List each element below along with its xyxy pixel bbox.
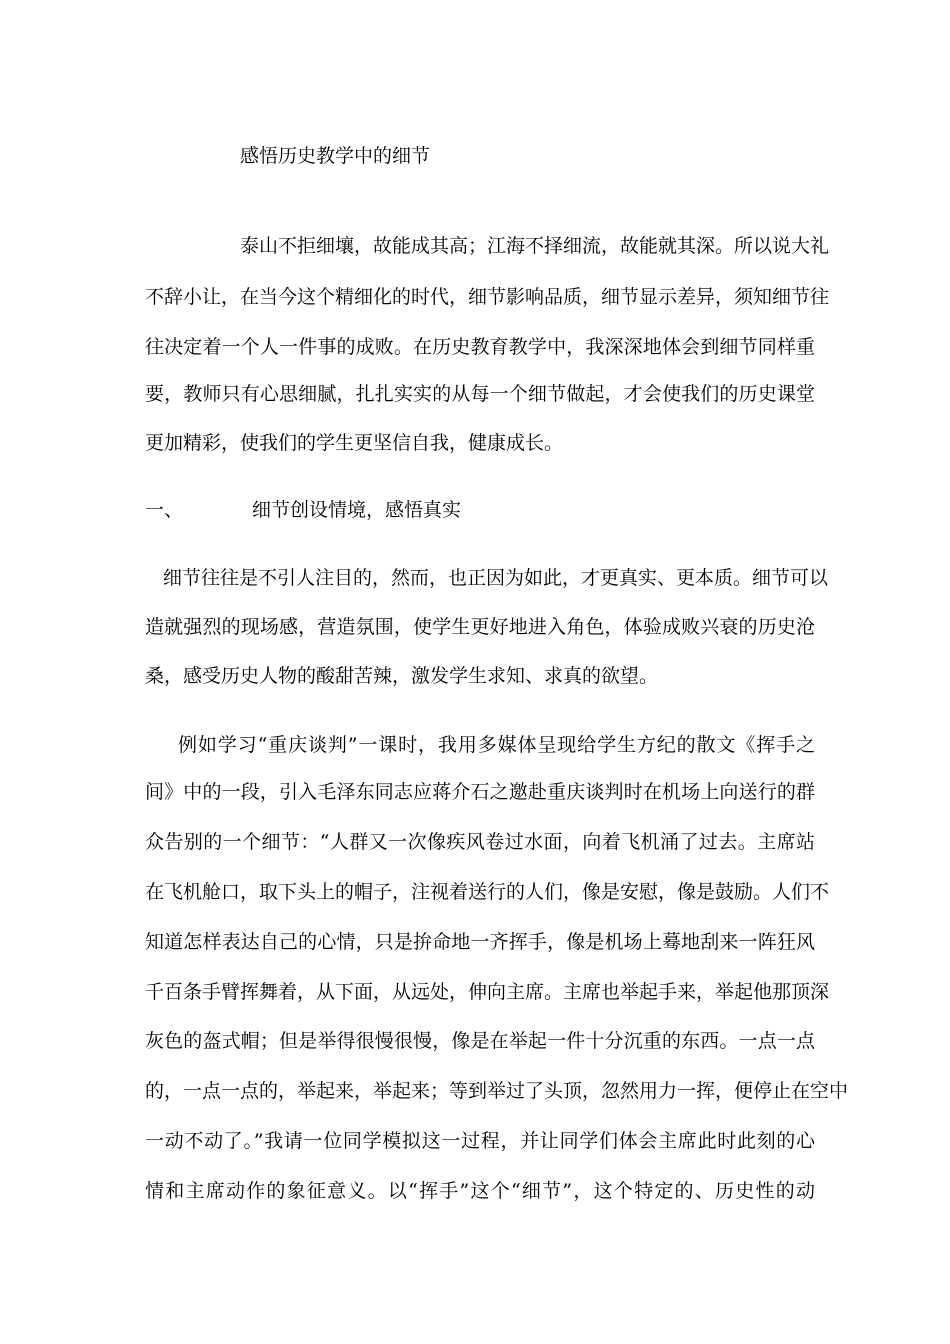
paragraph-3-line-6: 千百条手臂挥舞着，从下面，从远处，伸向主席。主席也举起手来，举起他那顶深 <box>145 981 830 1003</box>
section-1-title: 细节创设情境，感悟真实 <box>252 499 462 521</box>
paragraph-3-line-9: 一动不动了。”我请一位同学模拟这一过程，并让同学们体会主席此时此刻的心 <box>145 1130 815 1152</box>
paragraph-1-line-3: 往决定着一个人一件事的成败。在历史教育教学中，我深深地体会到细节同样重 <box>145 336 815 358</box>
paragraph-2-line-1: 细节往往是不引人注目的，然而，也正因为如此，才更真实、更本质。细节可以 <box>163 567 829 589</box>
paragraph-3-line-3: 众告别的一个细节：“人群又一次像疾风卷过水面，向着飞机涌了过去。主席站 <box>145 831 815 853</box>
paragraph-2-line-3: 桑，感受历史人物的酸甜苦辣，激发学生求知、求真的欲望。 <box>145 665 659 687</box>
document-title: 感悟历史教学中的细节 <box>240 145 431 167</box>
paragraph-3-line-8: 的，一点一点的，举起来，举起来；等到举过了头顶，忽然用力一挥，便停止在空中 <box>145 1080 849 1102</box>
paragraph-3-line-7: 灰色的盔式帽；但是举得很慢很慢，像是在举起一件十分沉重的东西。一点一点 <box>145 1030 815 1052</box>
paragraph-3-line-5: 知道怎样表达自己的心情，只是拚命地一齐挥手，像是机场上蓦地刮来一阵狂风 <box>145 931 815 953</box>
paragraph-2-line-2: 造就强烈的现场感，营造氛围，使学生更好地进入角色，体验成败兴衰的历史沧 <box>145 616 815 638</box>
paragraph-3-line-1: 例如学习“重庆谈判”一课时，我用多媒体呈现给学生方纪的散文《挥手之 <box>178 734 815 756</box>
paragraph-3-line-2: 间》中的一段，引入毛泽东同志应蒋介石之邀赴重庆谈判时在机场上向送行的群 <box>145 781 815 803</box>
paragraph-1-line-1: 泰山不拒细壤，故能成其高；江海不择细流，故能就其深。所以说大礼 <box>240 235 830 257</box>
paragraph-3-line-10: 情和主席动作的象征意义。以“挥手”这个“细节”，这个特定的、历史性的动 <box>145 1180 815 1202</box>
paragraph-1-line-2: 不辞小让，在当今这个精细化的时代，细节影响品质，细节显示差异，须知细节往 <box>145 286 830 308</box>
section-1-number: 一、 <box>145 499 184 521</box>
paragraph-1-line-5: 更加精彩，使我们的学生更坚信自我，健康成长。 <box>145 432 564 454</box>
paragraph-3-line-4: 在飞机舱口，取下头上的帽子，注视着送行的人们，像是安慰，像是鼓励。人们不 <box>145 881 830 903</box>
paragraph-1-line-4: 要，教师只有心思细腻，扎扎实实的从每一个细节做起，才会使我们的历史课堂 <box>145 383 815 405</box>
